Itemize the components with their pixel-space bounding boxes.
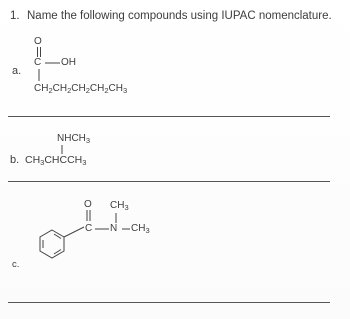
question-prompt: Name the following compounds using IUPAC nomenclature. — [27, 10, 332, 22]
a-carbonyl-oxygen: O — [34, 36, 42, 47]
answer-line-a — [8, 116, 330, 117]
a-carbonyl-carbon: C — [34, 57, 42, 68]
answer-line-c — [8, 302, 330, 303]
b-main-chain: $CH_3CHCCH_3$ — [25, 154, 87, 167]
part-c-label: c. — [12, 259, 20, 270]
part-a-label: a. — [12, 65, 22, 77]
part-b-label: b. — [10, 154, 20, 166]
a-hydroxyl: OH — [61, 57, 76, 68]
answer-line-b — [8, 181, 330, 182]
c-n-methyl-right: $CH_3$ — [131, 223, 150, 235]
c-benzene-ring-and-bonds — [0, 0, 1, 1]
c-carbonyl-carbon: C — [85, 223, 93, 234]
c-n-methyl-top: $CH_3$ — [110, 200, 129, 212]
b-amino-substituent: $NHCH_3$ — [57, 133, 91, 145]
c-carbonyl-oxygen: O — [84, 199, 92, 210]
c-nitrogen: N — [110, 223, 118, 234]
question-number: 1. — [10, 10, 20, 22]
a-carbon-chain: $CH_2CH_2CH_2CH_2CH_3$ — [34, 83, 128, 95]
